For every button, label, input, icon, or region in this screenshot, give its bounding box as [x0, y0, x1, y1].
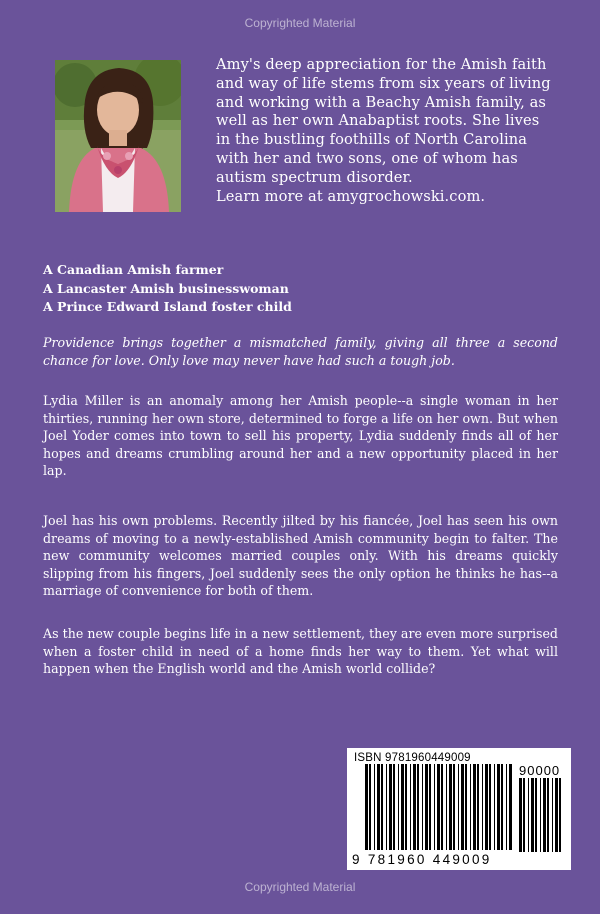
author-bio-line: with her and two sons, one of whom has [216, 149, 518, 167]
author-bio [216, 56, 572, 206]
copyright-watermark-top: Copyrighted Material [244, 16, 356, 30]
blurb-paragraph: Lydia Miller is an anomaly among her Amish people--a single woman in her thirties, running her own store, determined to forge a life on her own. But when Joel Yoder comes into town to sell his property, Lydia suddenly finds all of her hopes and dreams crumbling around her and a new opportunity placed in her lap. [43, 393, 558, 479]
blurb-paragraph: Joel has his own problems. Recently jilted by his fiancée, Joel has seen his own dreams of moving to a newly-established Amish community begin to falter. The new community welcomes married couples only. With his dreams quickly slipping from his fingers, Joel suddenly sees the only option he thinks he has--a marriage of convenience for both of them. [43, 513, 558, 599]
author-photo [55, 60, 181, 212]
price-addon-bars [519, 778, 565, 852]
author-bio-line: in the bustling foothills of North Carolina [216, 131, 528, 149]
isbn-barcode [347, 748, 571, 870]
author-bio-line: and working with a Beachy Amish family, as [216, 93, 546, 111]
taglines [43, 261, 563, 317]
author-bio-line: well as her own Anabaptist roots. She lives [216, 112, 540, 130]
barcode-digits: 9 781960 449009 [352, 852, 492, 867]
tagline: A Prince Edward Island foster child [43, 299, 292, 314]
tagline: A Lancaster Amish businesswoman [43, 280, 289, 296]
tagline: A Canadian Amish farmer [43, 262, 224, 277]
isbn-label: ISBN 9781960449009 [354, 752, 471, 764]
author-bio-line: Amy's deep appreciation for the Amish faith [216, 56, 547, 73]
copyright-watermark-bottom: Copyrighted Material [244, 880, 356, 894]
blurb-paragraph: As the new couple begins life in a new settlement, they are even more surprised when a foster child in need of a home finds her way to them. Yet what will happen when the English world and the Amish world collide? [43, 626, 558, 677]
author-bio-line: autism spectrum disorder. [216, 168, 413, 186]
price-code: 90000 [519, 763, 561, 778]
author-website-line: Learn more at amygrochowski.com. [216, 187, 486, 205]
author-bio-line: and way of life stems from six years of living [216, 74, 551, 92]
blurb-intro: Providence brings together a mismatched family, giving all three a second chance for love. Only love may never have had such a tough job. [43, 335, 558, 368]
barcode-bars [365, 764, 513, 854]
